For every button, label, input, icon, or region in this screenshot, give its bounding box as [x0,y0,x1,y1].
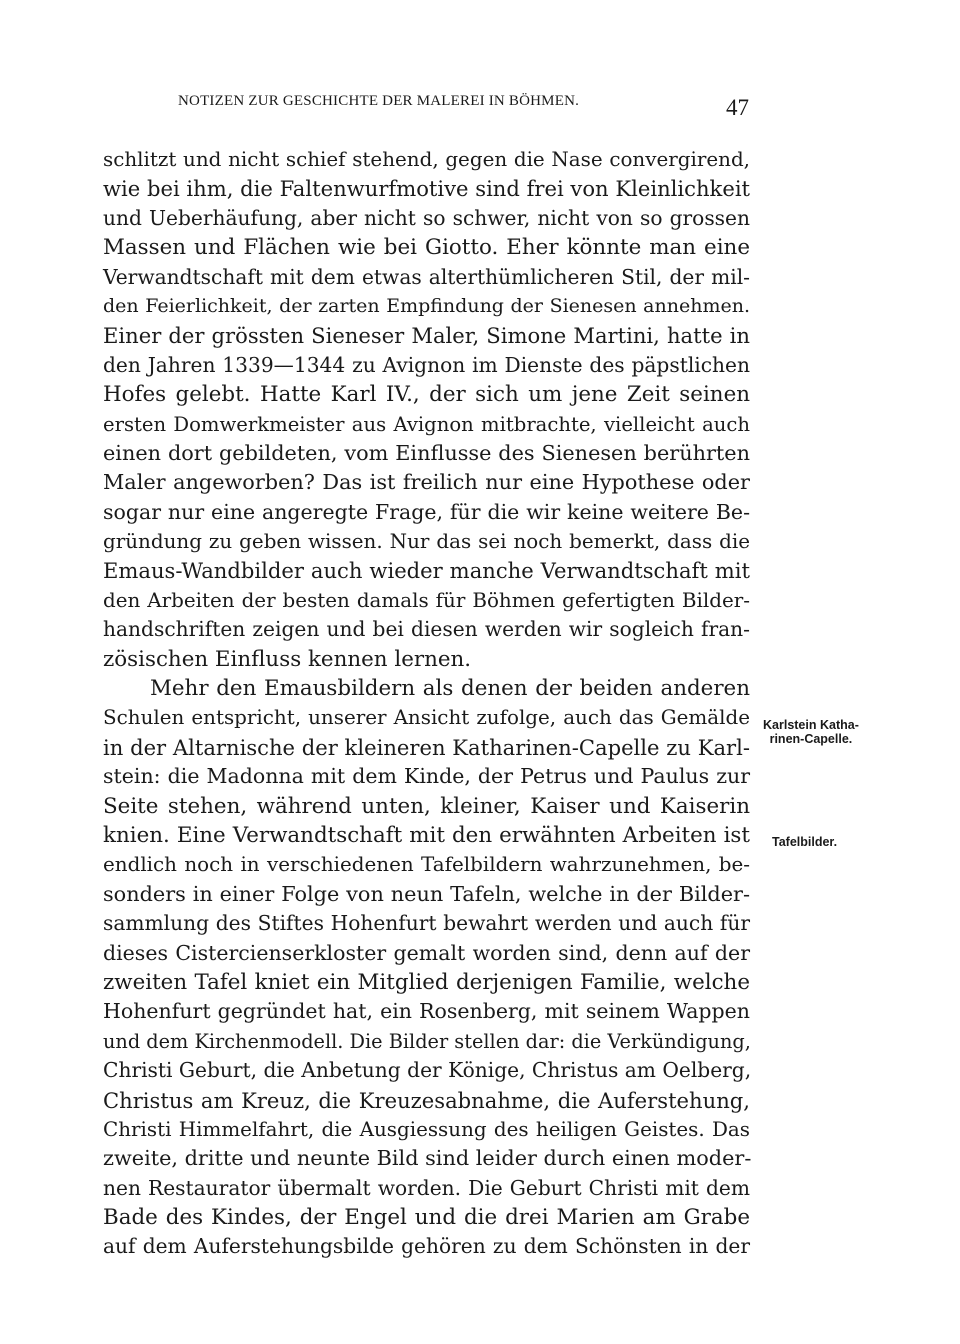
text-line: Bade des Kindes, der Engel und die drei Marien am Grabe [103,1205,750,1231]
text-line: Einer der grössten Sieneser Maler, Simone Martini, hatte in [103,323,750,349]
text-line: gründung zu geben wissen. Nur das sei noch bemerkt, dass die [103,530,750,554]
text-line: knien. Eine Verwandtschaft mit den erwähnten Arbeiten ist [103,822,750,848]
text-line: Hofes gelebt. Hatte Karl IV., der sich um jene Zeit seinen [103,382,750,408]
marginal-note-karlstein [763,718,859,746]
text-line: Hohenfurt gegründet hat, ein Rosenberg, mit seinem Wappen [103,999,750,1024]
text-line: den Jahren 1339—1344 zu Avignon im Dienste des päpstlichen [103,352,750,377]
text-line: stein: die Madonna mit dem Kinde, der Petrus und Paulus zur [103,764,750,789]
marginal-note-tafelbilder: Tafelbilder. [772,835,838,849]
text-line: und dem Kirchenmodell. Die Bilder stellen dar: die Verkündigung, [103,1029,751,1053]
text-line: und Ueberhäufung, aber nicht so schwer, nicht von so grossen [103,205,750,230]
text-line: zweiten Tafel kniet ein Mitglied derjenigen Familie, welche [103,969,750,995]
text-line: zweite, dritte und neunte Bild sind leider durch einen moder- [103,1146,752,1171]
text-line: Christi Geburt, die Anbetung der Könige, Christus am Oelberg, [103,1058,752,1083]
text-line: ersten Domwerkmeister aus Avignon mitbrachte, vielleicht auch [103,412,750,436]
text-line: schlitzt und nicht schief stehend, gegen die Nase convergirend, [103,148,750,171]
text-line: Mehr den Emausbildern als denen der beiden anderen [150,676,750,702]
text-line: den Feierlichkeit, der zarten Empfindung der Sienesen annehmen. [103,294,750,317]
text-line: Emaus-Wandbilder auch wieder manche Verwandtschaft mit [103,558,750,584]
text-line: einen dort gebildeten, vom Einflusse des Sienesen berührten [103,440,750,465]
text-line: in der Altarnische der kleineren Katharinen-Capelle zu Karl- [103,734,750,760]
text-line: wie bei ihm, die Faltenwurfmotive sind frei von Kleinlichkeit [103,176,751,202]
text-line: Maler angeworben? Das ist freilich nur eine Hypothese oder [103,470,750,495]
text-line: Seite stehen, während unten, kleiner, Kaiser und Kaiserin [103,793,750,819]
text-line: sogar nur eine angeregte Frage, für die wir keine weitere Be- [103,499,750,524]
text-line: handschriften zeigen und bei diesen werden wir sogleich fran- [103,617,750,642]
text-line: Christus am Kreuz, die Kreuzesabnahme, die Auferstehung, [103,1087,750,1113]
text-line: Christi Himmelfahrt, die Ausgiessung des heiligen Geistes. Das [103,1117,750,1141]
body-text [103,145,750,1262]
text-line: den Arbeiten der besten damals für Böhmen gefertigten Bilder- [103,588,750,612]
text-line: nen Restaurator übermalt worden. Die Geburt Christi mit dem [103,1175,750,1200]
marginal-note-line: rinen-Capelle. [769,732,853,746]
text-line: dieses Cistercienserkloster gemalt worden sind, denn auf der [103,940,750,965]
text-line: Massen und Flächen wie bei Giotto. Eher könnte man eine [103,235,750,261]
page-number: 47 [726,95,749,120]
marginal-note-line: Karlstein Katha- [763,718,859,732]
text-line: Verwandtschaft mit dem etwas alterthümlicheren Stil, der mil- [103,264,750,289]
text-line: auf dem Auferstehungsbilde gehören zu dem Schönsten in der [103,1234,750,1259]
running-head: NOTIZEN ZUR GESCHICHTE DER MALEREI IN BÖHMEN. [178,93,580,109]
text-line: zösischen Einfluss kennen lernen. [103,646,472,672]
text-line: sammlung des Stiftes Hohenfurt bewahrt werden und auch für [103,911,750,936]
text-line: sonders in einer Folge von neun Tafeln, welche in der Bilder- [103,881,750,906]
text-line: Schulen entspricht, unserer Ansicht zufolge, auch das Gemälde [103,706,750,730]
text-line: endlich noch in verschiedenen Tafelbildern wahrzunehmen, be- [103,853,750,877]
